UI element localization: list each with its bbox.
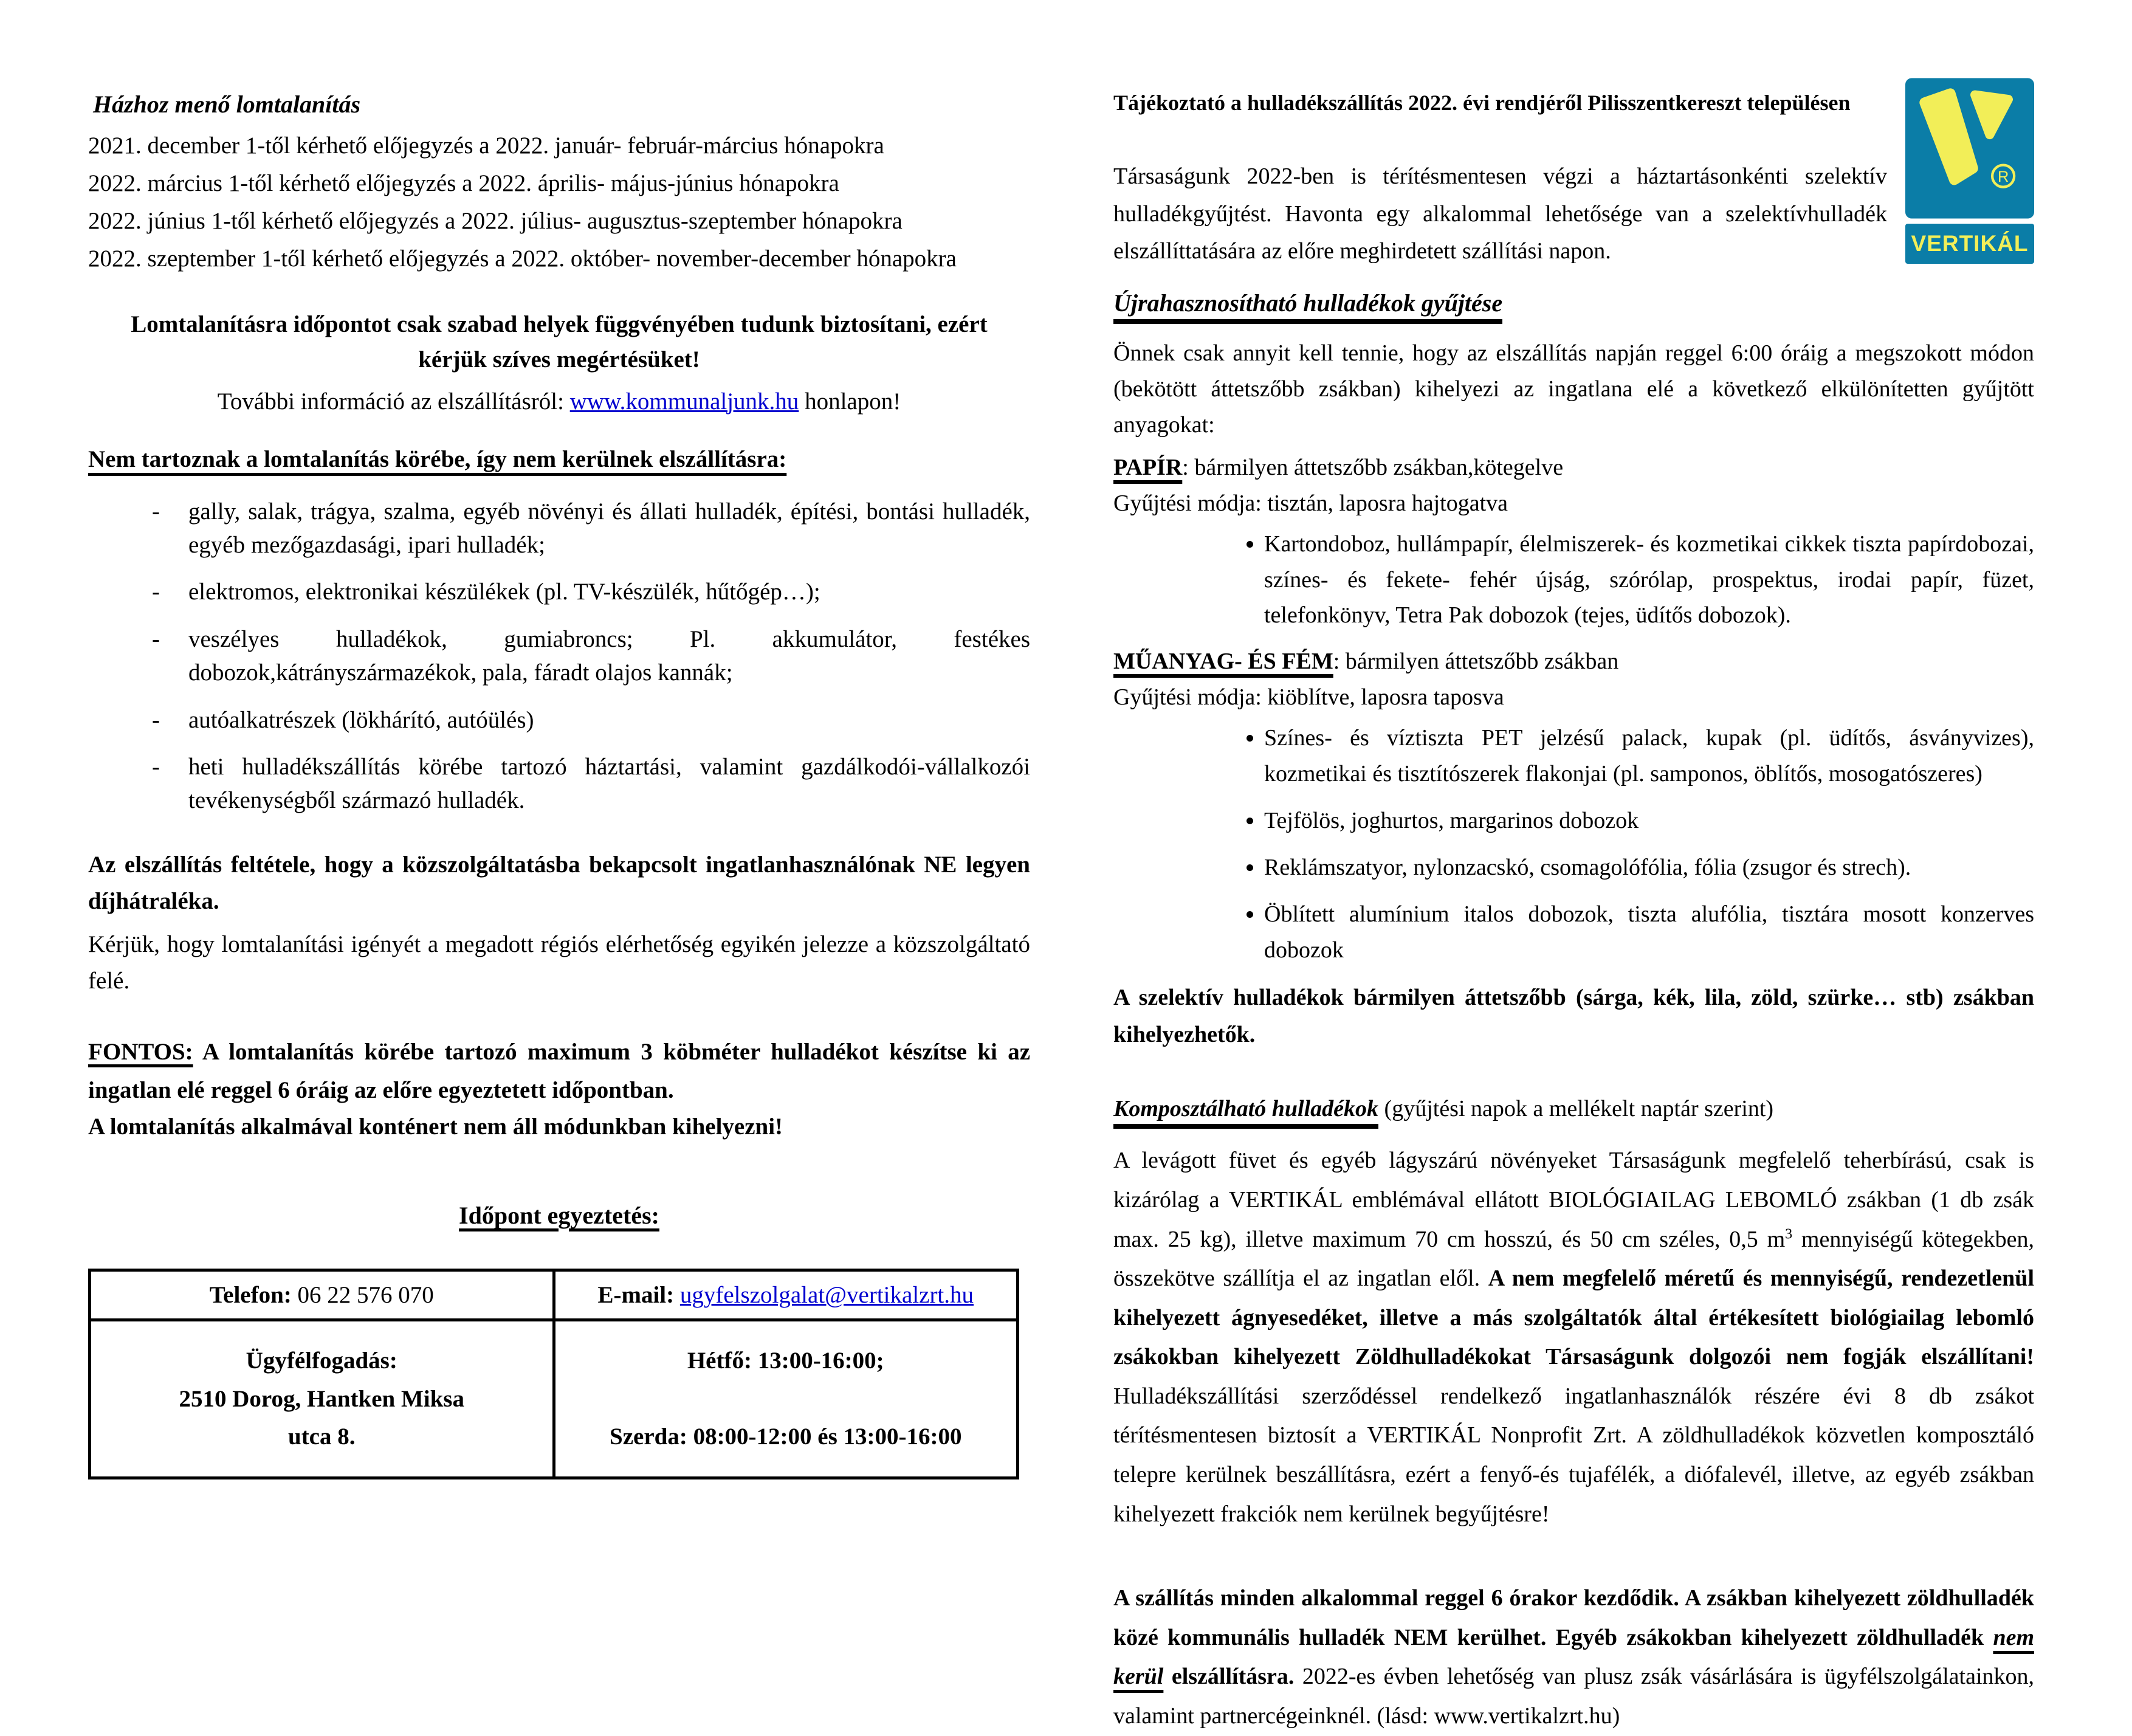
selective-note: A szelektív hulladékok bármilyen áttetszőbb (sárga, kék, lila, zöld, szürke… stb) zsákban kihelyezhetők. (1113, 984, 2034, 1047)
compost-paragraph (1113, 1141, 2034, 1534)
instructions-paragraph: Önnek csak annyit kell tennie, hogy az elszállítás napján reggel 6:00 óráig a megszokott módon (bekötött áttetszőbb zsákban) kihelyezi az ingatlana elé a következő elkülönítetten gyűjtött anyagokat: (1113, 340, 2034, 438)
office-address-line1: 2510 Dorog, Hantken Miksa (179, 1385, 464, 1412)
schedule-list (88, 131, 1030, 274)
closing-bold: elszállításra. (1163, 1664, 1295, 1690)
paper-label-line (1113, 450, 2034, 485)
compost-heading-text: Komposztálható hulladékok (1113, 1096, 1378, 1129)
info-title: Tájékoztató a hulladékszállítás 2022. évi rendjéről Pilisszentkereszt településen (1113, 91, 1851, 115)
phone-label: Telefon: (209, 1282, 292, 1309)
excluded-item: - elektromos, elektronikai készülékek (pl. TV-készülék, hűtőgép…); (88, 575, 1030, 608)
superscript-3: 3 (1785, 1225, 1793, 1242)
important-text: A lomtalanítás körébe tartozó maximum 3 köbméter hulladékot készítse ki az ingatlan elé reggel 6 óráig az előre egyeztetett időpontban. (88, 1039, 1030, 1103)
compost-heading-note: (gyűjtési napok a mellékelt naptár szerint) (1378, 1096, 1774, 1122)
schedule-line: 2022. június 1-től kérhető előjegyzés a 2022. július- augusztus-szeptember hónapokra (88, 207, 903, 234)
important-note (88, 1033, 1030, 1109)
closing-regular: 2022-es évben lehetőség van plusz zsák vásárlására is ügyfélszolgálatainkon, valamint partnercégeinknél. (lásd: www.vertikalzrt.hu) (1113, 1664, 2035, 1729)
vertikal-v-icon (1905, 78, 2034, 219)
intro-paragraph: Társaságunk 2022-ben is térítésmentesen végzi a háztartásonkénti szelektív hulladékgyűjtést. Havonta egy alkalommal lehetősége van a szelektívhulladék elszállíttatására az előre meghirdetett szállítási napon. (1113, 164, 1887, 264)
excluded-list (88, 495, 1030, 818)
excluded-item: - heti hulladékszállítás körébe tartozó háztartási, valamint gazdálkodói-vállalkozói tevékenységből származó hulladék. (88, 750, 1030, 818)
plastic-desc: : bármilyen áttetszőbb zsákban (1333, 649, 1619, 675)
paper-label: PAPÍR (1113, 454, 1183, 480)
excluded-item: - autóalkatrészek (lökhárító, autóülés) (88, 703, 1030, 737)
office-cell (90, 1320, 554, 1478)
kommunaljunk-link[interactable]: www.kommunaljunk.hu (569, 388, 799, 415)
left-column (88, 90, 1030, 1479)
vertikal-logo (1905, 78, 2034, 264)
office-address-line2: utca 8. (288, 1423, 356, 1450)
hours-monday: Hétfő: 13:00-16:00; (687, 1348, 884, 1374)
phone-number: 06 22 576 070 (291, 1282, 434, 1309)
email-cell (554, 1270, 1018, 1320)
recyclable-heading (1113, 289, 2034, 317)
no-arrears-condition: Az elszállítás feltétele, hogy a közszolgáltatásba bekapcsolt ingatlanhasználónak NE legyen díjhátraléka. (88, 851, 1030, 915)
compost-text: mennyiségű kötegekben, összekötve szállítja el az ingatlan elől. (1113, 1226, 2034, 1292)
more-info-prefix: További információ az elszállításról: (217, 388, 570, 415)
registered-mark: R (1997, 168, 2009, 186)
email-label: E-mail: (597, 1282, 680, 1309)
schedule-line: 2021. december 1-től kérhető előjegyzés a 2022. január- február-március hónapokra (88, 133, 884, 159)
important-label: FONTOS: (88, 1039, 193, 1066)
recyclable-heading-text: Újrahasznosítható hulladékok gyűjtése (1113, 289, 1502, 324)
bullet-item: • Reklámszatyor, nylonzacskó, csomagolófólia, fólia (zsugor és strech). (1264, 850, 2034, 886)
vertikal-wordmark: VERTIKÁL (1905, 224, 2034, 264)
email-link[interactable]: ugyfelszolgalat@vertikalzrt.hu (679, 1282, 974, 1309)
bullet-item: • Kartondoboz, hullámpapír, élelmiszerek- és kozmetikai cikkek tiszta papírdobozai, színes- és fekete- fehér újság, szórólap, prospektus, irodai papír, füzet, telefonkönyv, Tetra Pak dobozok (tejes, üdítős dobozok). (1264, 526, 2034, 634)
bullet-item: • Öblített alumínium italos dobozok, tiszta alufólia, tisztára mosott konzerves dobozok (1264, 897, 2034, 968)
plastic-bullet-list (1205, 720, 2034, 968)
excluded-item: - gally, salak, trágya, szalma, egyéb növényi és állati hulladék, építési, bontási hulladék, egyéb mezőgazdasági, ipari hulladék; (88, 495, 1030, 562)
excluded-item: - veszélyes hulladékok, gumiabroncs; Pl. akkumulátor, festékes dobozok,kátrányszármazékok, pala, fáradt olajos kannák; (88, 622, 1030, 690)
appointment-heading-text: Időpont egyeztetés: (459, 1202, 659, 1230)
more-info-line (88, 388, 1030, 415)
hours-wednesday: Szerda: 08:00-12:00 és 13:00-16:00 (610, 1423, 962, 1450)
closing-paragraph (1113, 1579, 2034, 1735)
compost-bold-warning: A nem megfelelő méretű és mennyiségű, rendezetlenül kihelyezett ágnyesedéket, illetve a más szolgáltatók által értékesített biológiailag lebomló zsákokban kihelyezett Zöldhulladékokat Társaságunk dolgozói nem fogják elszállítani! (1113, 1266, 2034, 1370)
schedule-line: 2022. március 1-től kérhető előjegyzés a 2022. április- május-június hónapokra (88, 170, 839, 196)
appointment-heading (88, 1201, 1030, 1230)
paper-bullet-list (1205, 526, 2034, 634)
excluded-heading: Nem tartoznak a lomtalanítás körébe, így nem kerülnek elszállításra: (88, 446, 787, 472)
bullet-item: • Tejfölös, joghurtos, margarinos dobozok (1264, 803, 2034, 839)
table-row (90, 1270, 1018, 1320)
house-clearance-heading: Házhoz menő lomtalanítás (93, 91, 361, 118)
right-column (1113, 78, 2034, 1736)
free-slots-notice: Lomtalanításra időpontot csak szabad helyek függvényében tudunk biztosítani, ezért kérjük szíves megértésüket! (131, 311, 988, 373)
office-heading: Ügyfélfogadás: (246, 1348, 397, 1374)
container-note: A lomtalanítás alkalmával konténert nem áll módunkban kihelyezni! (88, 1114, 783, 1140)
table-row (90, 1320, 1018, 1478)
compost-text: A levágott füvet és egyéb lágyszárú növényeket Társaságunk megfelelő teherbírású, csak is kizárólag a VERTIKÁL emblémával ellátott BIOLÓGIAILAG LEBOMLÓ zsákban (1 db zsák max. 25 kg), illetve maximum 70 cm hosszú, és 50 cm széles, 0,5 m (1113, 1148, 2034, 1252)
nem-kerul-emphasis: nem kerül (1113, 1624, 2034, 1690)
paper-method: Gyűjtési módja: tisztán, laposra hajtogatva (1113, 490, 1508, 516)
more-info-suffix: honlapon! (799, 388, 901, 415)
plastic-label-line (1113, 644, 2034, 679)
compost-heading (1113, 1092, 2034, 1126)
plastic-label: MŰANYAG- ÉS FÉM (1113, 649, 1333, 675)
compost-text: Hulladékszállítási szerződéssel rendelkező ingatlanhasználók részére évi 8 db zsákot térítésmentesen biztosít a VERTIKÁL Nonprofit Zrt. A zöldhulladékok közvetlen komposztáló telepre kerülnek beszállításra, ezért a fenyő-és tujafélék, a diófalevél, illetve, az egyéb zsákban kihelyezett frakciók nem kerülnek begyűjtésre! (1113, 1383, 2034, 1527)
contact-request: Kérjük, hogy lomtalanítási igényét a megadott régiós elérhetőség egyikén jelezze a közszolgáltató felé. (88, 931, 1030, 994)
closing-bold: A szállítás minden alkalommal reggel 6 órakor kezdődik. A zsákban kihelyezett zöldhulladék közé kommunális hulladék NEM kerülhet. Egyéb zsákokban kihelyezett zöldhulladék (1113, 1585, 2034, 1650)
plastic-method: Gyűjtési módja: kiöblítve, laposra taposva (1113, 684, 1504, 711)
contact-table (88, 1269, 1019, 1479)
phone-cell (90, 1270, 554, 1320)
paper-desc: : bármilyen áttetszőbb zsákban,kötegelve (1182, 454, 1564, 480)
schedule-line: 2022. szeptember 1-től kérhető előjegyzés a 2022. október- november-december hónapokra (88, 245, 957, 272)
bullet-item: • Színes- és víztiszta PET jelzésű palack, kupak (pl. üdítős, ásványvizes), kozmetikai és tisztítószerek flakonjai (pl. samponos, öblítős, mosogatószeres) (1264, 720, 2034, 792)
hours-cell (554, 1320, 1018, 1478)
